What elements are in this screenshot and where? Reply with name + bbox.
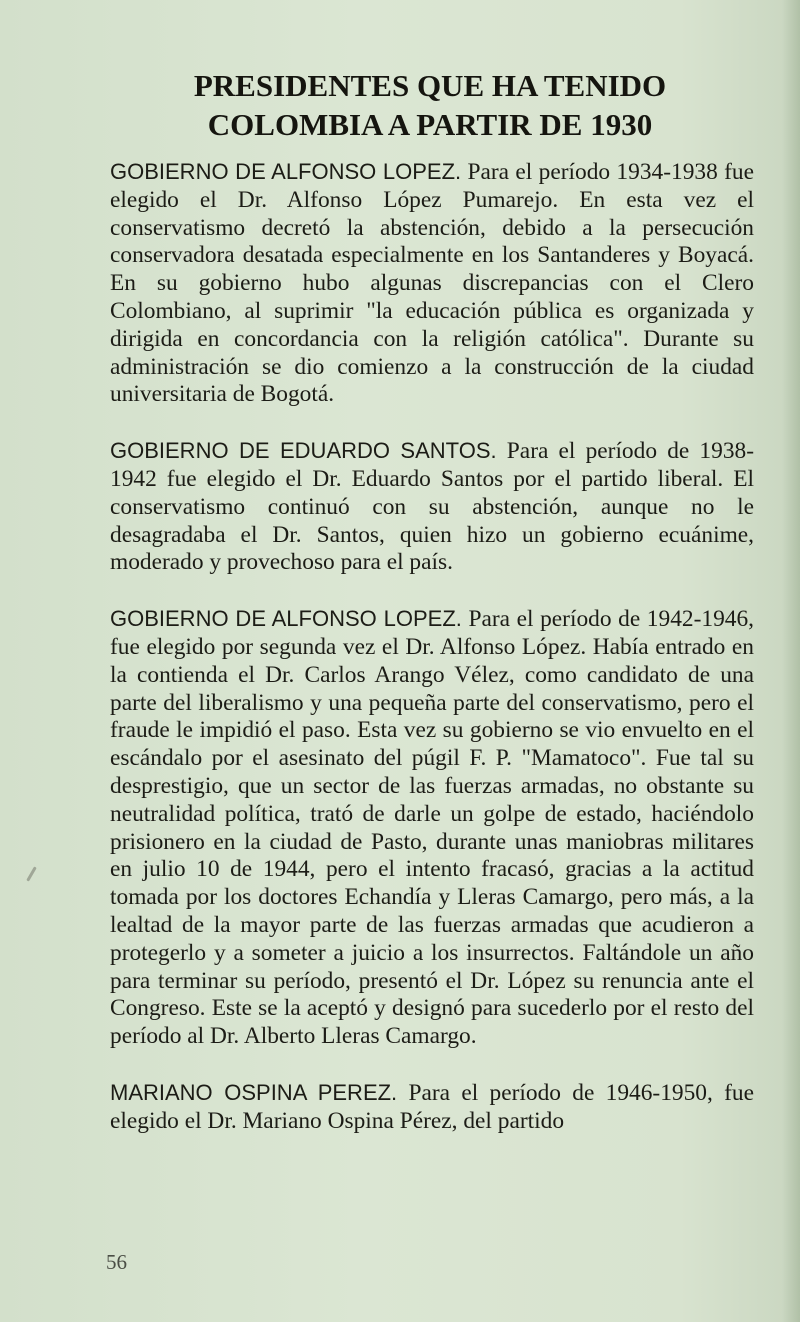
paragraph-text: Para el período 1934-1938 fue elegido el Dr. Alfonso López Pumarejo. En esta vez el conservatismo decretó la abstención, debido a la persecución conservadora desatada especialmente en los Santanderes y Boyacá. En su gobierno hubo algunas discrepancias con el Clero Colombiano, al suprimir "la educación pública es organizada y dirigida en concordancia con la religión católica". Durante su administración se dio comienzo a la construcción de la ciudad universitaria de Bogotá. bbox=[110, 159, 754, 408]
title-line-1: PRESIDENTES QUE HA TENIDO bbox=[193, 68, 667, 103]
paragraph-lopez-1942 bbox=[110, 605, 754, 1051]
page-number: 56 bbox=[106, 1250, 127, 1274]
paragraph-santos-1938 bbox=[110, 437, 754, 577]
paragraph-heading: GOBIERNO DE EDUARDO SANTOS. bbox=[110, 438, 497, 464]
paper-speck bbox=[26, 866, 37, 881]
paragraph-heading: MARIANO OSPINA PEREZ. bbox=[110, 1079, 398, 1105]
paragraph-text: Para el período de 1942-1946, fue elegido por segunda vez el Dr. Alfonso López. Había entrado en la contienda el Dr. Carlos Arango Vélez, como candidato de una parte del liberalismo y una pequeña parte del conservatismo, pero el fraude le impidió el paso. Esta vez su gobierno se vio envuelto en el escándalo por el asesinato del púgil F. P. "Mamatoco". Fue tal su desprestigio, que un sector de las fuerzas armadas, no obstante su neutralidad política, trató de darle un golpe de estado, haciéndolo prisionero en la ciudad de Pasto, durante unas maniobras militares en julio 10 de 1944, pero el intento fracasó, gracias a la actitud tomada por los doctores Echandía y Lleras Camargo, pero más, a la lealtad de la mayor parte de las fuerzas armadas que acudieron a protegerlo y a someter a juicio a los insurrectos. Faltándole un año para terminar su período, presentó el Dr. López su renuncia ante el Congreso. Este se la aceptó y designó para sucederlo por el resto del período al Dr. Alberto Lleras Camargo. bbox=[110, 606, 754, 1050]
paragraph-heading: GOBIERNO DE ALFONSO LOPEZ. bbox=[110, 159, 462, 184]
chapter-title bbox=[110, 66, 750, 144]
paragraph-text: Para el período de 1938-1942 fue elegido el Dr. Eduardo Santos por el partido liberal. El conservatismo continuó con su abstención, aunque no le desagradaba el Dr. Santos, quien hizo un gobierno ecuánime, moderado y provechoso para el país. bbox=[110, 438, 755, 576]
paragraph-heading: GOBIERNO DE ALFONSO LOPEZ. bbox=[110, 606, 462, 632]
paragraph-text: Para el período de 1946-1950, fue elegido el Dr. Mariano Ospina Pérez, del partido bbox=[110, 1079, 754, 1134]
paragraph-lopez-1934 bbox=[110, 158, 754, 409]
title-line-2: COLOMBIA A PARTIR DE 1930 bbox=[207, 107, 653, 142]
page-edge-shadow bbox=[782, 0, 800, 1322]
paragraph-ospina-1946 bbox=[110, 1079, 754, 1136]
body-text bbox=[110, 158, 754, 1164]
